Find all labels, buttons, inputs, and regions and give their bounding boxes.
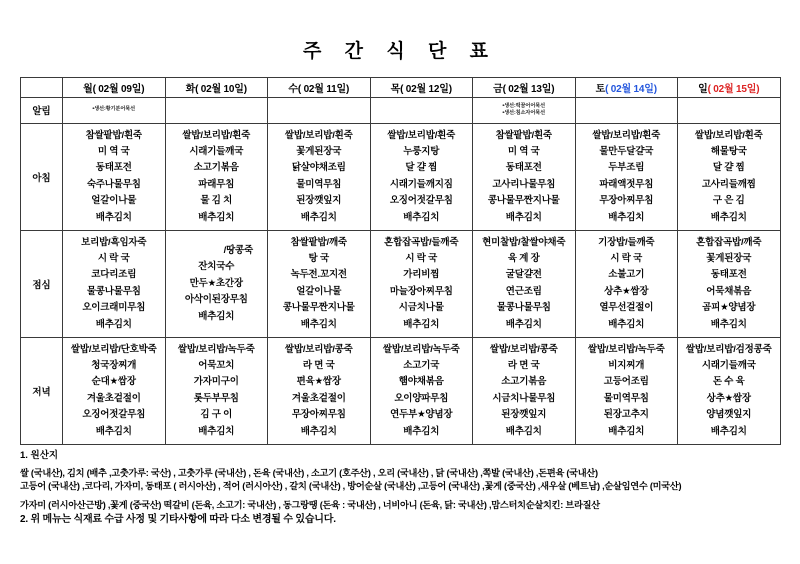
notice-text-group bbox=[473, 103, 575, 119]
meal-item: 연두부★양념장 bbox=[390, 409, 453, 421]
meal-item: 배추김치 bbox=[300, 211, 337, 223]
notice-cell bbox=[575, 97, 678, 123]
meal-cell bbox=[575, 230, 678, 337]
meal-item: 육 계 장 bbox=[507, 253, 540, 265]
meal-item: 배추김치 bbox=[710, 318, 747, 330]
notice-line: •생선:떡꿈어어묵선 bbox=[502, 102, 546, 109]
meal-cell bbox=[575, 337, 678, 444]
meal-item: 배추김치 bbox=[198, 211, 235, 223]
meal-item: 구 은 김 bbox=[712, 195, 745, 207]
notice-cell bbox=[473, 97, 576, 123]
day-name: 목 bbox=[390, 83, 401, 95]
meal-item-list bbox=[473, 235, 575, 333]
meal-item: 탕 국 bbox=[308, 253, 329, 265]
notice-cell bbox=[268, 97, 371, 123]
page-title: 주 간 식 단 표 bbox=[303, 41, 497, 62]
day-date: ( 02월 12일) bbox=[400, 83, 452, 95]
meal-cell bbox=[678, 123, 781, 230]
meal-item: 배추김치 bbox=[505, 425, 542, 437]
weekly-menu-table bbox=[20, 77, 781, 445]
meal-item: 만두★초간장 bbox=[189, 277, 243, 289]
meal-item: 배추김치 bbox=[403, 318, 440, 330]
day-name: 화 bbox=[185, 83, 196, 95]
meal-item-list bbox=[371, 235, 473, 333]
meal-item: 혼합잡곡밥/깨죽 bbox=[696, 236, 762, 248]
footer-note: 2. 위 메뉴는 식재료 수급 사정 및 기타사항에 따라 다소 변경될 수 있습니다. bbox=[20, 513, 336, 525]
meal-item: 시래기들깨지짐 bbox=[389, 178, 453, 190]
meal-item: 배추김치 bbox=[710, 211, 747, 223]
table-body bbox=[21, 97, 781, 444]
meal-item: 물만두달걀국 bbox=[599, 146, 654, 158]
meal-item: 시 락 국 bbox=[97, 253, 130, 265]
column-header-sun bbox=[678, 77, 781, 97]
footer-heading: 1. 원산지 bbox=[20, 449, 59, 461]
meal-item: 고사리들깨찜 bbox=[701, 178, 756, 190]
meal-item: 배추김치 bbox=[300, 318, 337, 330]
notice-cell bbox=[678, 97, 781, 123]
meal-item: 쌀밥/보리밥/녹두죽 bbox=[587, 343, 665, 355]
meal-cell bbox=[473, 337, 576, 444]
meal-item: 쌀밥/보리밥/흰죽 bbox=[284, 129, 353, 141]
meal-item: 배추김치 bbox=[710, 425, 747, 437]
meal-item: 시금치나물 bbox=[398, 302, 444, 314]
meal-cell bbox=[165, 123, 268, 230]
meal-item: 김 구 이 bbox=[200, 409, 233, 421]
meal-item: 꽃게된장국 bbox=[706, 253, 752, 265]
meal-item: 배추김치 bbox=[505, 211, 542, 223]
meal-item: 참쌀팥밥/흰죽 bbox=[85, 129, 142, 141]
meal-item: 현미찰밥/찰쌀야채죽 bbox=[482, 236, 566, 248]
day-date: ( 02월 14일) bbox=[605, 83, 657, 95]
table-corner-cell bbox=[21, 77, 63, 97]
meal-item-list bbox=[473, 128, 575, 226]
meal-item: 동태포전 bbox=[710, 269, 747, 281]
meal-item-list bbox=[576, 342, 678, 440]
meal-item: 얼갈이나물 bbox=[91, 195, 137, 207]
meal-item: 얼갈이나물 bbox=[296, 285, 342, 297]
meal-item: 배추김치 bbox=[198, 425, 235, 437]
day-name: 토 bbox=[595, 83, 606, 95]
meal-cell bbox=[268, 230, 371, 337]
meal-item: 쌀밥/보리밥/흰죽 bbox=[387, 129, 456, 141]
meal-item: 가자미구이 bbox=[193, 376, 239, 388]
meal-item: 열무선걸절이 bbox=[599, 302, 654, 314]
meal-item: 배추김치 bbox=[95, 425, 132, 437]
meal-item: 파래무침 bbox=[198, 178, 235, 190]
meal-cell bbox=[473, 230, 576, 337]
meal-item-list bbox=[268, 128, 370, 226]
meal-item: 꽃게된장국 bbox=[296, 146, 342, 158]
meal-cell bbox=[63, 337, 166, 444]
meal-item: 쌀밥/보리밥/흰죽 bbox=[694, 129, 763, 141]
meal-item-list bbox=[576, 235, 678, 333]
meal-item: 겨울초겉절이 bbox=[291, 392, 346, 404]
meal-cell bbox=[268, 123, 371, 230]
meal-item: 시래기들깨국 bbox=[701, 360, 756, 372]
meal-item: 굴달걀전 bbox=[505, 269, 542, 281]
meal-item-list bbox=[371, 342, 473, 440]
table-row bbox=[21, 97, 781, 123]
meal-item-list bbox=[268, 235, 370, 333]
meal-item: 쌀밥/보리밥/흰죽 bbox=[182, 129, 251, 141]
meal-item: 배추김치 bbox=[403, 211, 440, 223]
day-date: ( 02월 11일) bbox=[297, 83, 350, 95]
meal-item: 물 김 치 bbox=[200, 195, 233, 207]
meal-item: 두부조림 bbox=[608, 162, 645, 174]
table-header-row bbox=[21, 77, 781, 97]
footer-origin-line-2: 고등어 (국내산) ,코다리, 가자미, 동태포 ( 러시아산) , 적어 (러시아산) , 갈치 (국내산) , 방어순살 (국내산) ,고등어 (국내산) ,꽃게 (중국산) ,새우살 (베트남) ,순살임연수 (미국산) bbox=[20, 481, 682, 492]
day-date: ( 02월 10일) bbox=[195, 83, 247, 95]
meal-item: 물콩나물무침 bbox=[86, 285, 141, 297]
meal-item: 누룽지탕 bbox=[403, 146, 440, 158]
meal-cell bbox=[575, 123, 678, 230]
meal-item: 쌀밥/보리밥/단호박죽 bbox=[70, 343, 157, 355]
meal-item: 된장깻잎지 bbox=[296, 195, 342, 207]
meal-item-list bbox=[678, 235, 780, 333]
meal-item: 물미역무침 bbox=[296, 178, 342, 190]
day-name: 금 bbox=[493, 83, 503, 95]
meal-item: 시 락 국 bbox=[405, 253, 438, 265]
meal-item: 잔치국수 bbox=[198, 261, 235, 273]
row-label-2: 점심 bbox=[21, 230, 63, 337]
meal-item: 달 걀 찜 bbox=[405, 162, 438, 174]
meal-item-list bbox=[63, 128, 165, 226]
meal-item: 겨울초겉절이 bbox=[86, 392, 141, 404]
meal-item-list bbox=[678, 128, 780, 226]
meal-item: 미 역 국 bbox=[97, 146, 130, 158]
meal-cell bbox=[63, 123, 166, 230]
meal-item: 배추김치 bbox=[505, 318, 542, 330]
meal-item: 쌀밥/보리밥/검정콩죽 bbox=[685, 343, 772, 355]
meal-item: 코다리조림 bbox=[91, 269, 137, 281]
meal-cell bbox=[370, 230, 473, 337]
meal-item: 시 락 국 bbox=[610, 253, 643, 265]
meal-cell bbox=[370, 337, 473, 444]
row-label-0: 알림 bbox=[21, 97, 63, 123]
row-label-3: 저녁 bbox=[21, 337, 63, 444]
meal-item-list bbox=[268, 342, 370, 440]
meal-item: 비지찌개 bbox=[608, 360, 645, 372]
meal-item: 어묵채볶음 bbox=[706, 285, 752, 297]
meal-item: 햄야채볶음 bbox=[398, 376, 444, 388]
notice-line: •생선:침소자어묵선 bbox=[502, 110, 546, 117]
meal-item: 배추김치 bbox=[300, 425, 337, 437]
notice-cell bbox=[370, 97, 473, 123]
meal-item: 기장밥/들깨죽 bbox=[598, 236, 655, 248]
meal-item: 오징어젓갈무침 bbox=[389, 195, 453, 207]
footer-origin-info bbox=[20, 451, 780, 525]
meal-item: 보리밥/흑임자죽 bbox=[81, 236, 147, 248]
meal-item: 혼합잡곡밥/들깨죽 bbox=[384, 236, 459, 248]
meal-item: 달 걀 찜 bbox=[712, 162, 745, 174]
meal-item: 쌀밥/보리밥/흰죽 bbox=[592, 129, 661, 141]
meal-item-list bbox=[63, 342, 165, 440]
meal-item-list bbox=[166, 243, 268, 325]
meal-item: 상추★쌈장 bbox=[604, 285, 649, 297]
meal-item: 배추김치 bbox=[95, 211, 132, 223]
day-name: 수 bbox=[288, 83, 298, 95]
meal-cell bbox=[268, 337, 371, 444]
meal-item: 고사리나물무침 bbox=[492, 178, 556, 190]
meal-item: 닭살야채조림 bbox=[291, 162, 346, 174]
day-date: ( 02월 15일) bbox=[707, 83, 760, 95]
meal-item: 무장아찌무침 bbox=[291, 409, 346, 421]
meal-cell bbox=[473, 123, 576, 230]
meal-cell bbox=[165, 337, 268, 444]
meal-item: 배추김치 bbox=[95, 318, 132, 330]
meal-item: 물미역무침 bbox=[603, 392, 649, 404]
meal-item: 가리비찜 bbox=[403, 269, 440, 281]
meal-item-list bbox=[678, 342, 780, 440]
meal-item: 시금치나물무침 bbox=[492, 392, 556, 404]
footer-origin-line-1: 쌀 (국내산), 김치 (배추 ,고춧가루: 국산) , 고춧가루 (국내산) , 돈육 (국내산) , 소고기 (호주산) , 오리 (국내산) , 닭 (국내산) ,쪽발 (국내산) ,돈편육 (국내산) bbox=[20, 467, 598, 478]
meal-item: 해물탕국 bbox=[710, 146, 747, 158]
meal-item: 소고기국 bbox=[403, 360, 440, 372]
meal-item: 편육★쌈장 bbox=[296, 376, 341, 388]
meal-item-list bbox=[166, 342, 268, 440]
day-date: ( 02월 13일) bbox=[502, 83, 555, 95]
meal-item: 쌀밥/보리밥/녹두죽 bbox=[382, 343, 460, 355]
meal-item: 녹두전.꼬지전 bbox=[290, 269, 347, 281]
meal-item: 고등어조림 bbox=[603, 376, 649, 388]
meal-item: 배추김치 bbox=[608, 318, 645, 330]
meal-item: 롯두부무침 bbox=[193, 392, 239, 404]
footer-origin-line-3: 가자미 (러시아산근방) ,꽃게 (중국산) 떡갈비 (돈육, 소고기: 국내산) , 동그랑땡 (돈육 : 국내산) , 너비아니 (돈육, 닭: 국내산) ,맘스터치순살치킨: 브라질산 bbox=[20, 499, 600, 510]
table-row bbox=[21, 230, 781, 337]
meal-item: 배추김치 bbox=[608, 425, 645, 437]
meal-item: 물콩나물무침 bbox=[496, 302, 551, 314]
meal-item-list bbox=[576, 128, 678, 226]
column-header-mon bbox=[63, 77, 166, 97]
meal-item-list bbox=[371, 128, 473, 226]
meal-item: 연근조림 bbox=[505, 285, 542, 297]
meal-item: 오징어젓갈무침 bbox=[82, 409, 146, 421]
meal-item: 마늘장아찌무침 bbox=[389, 285, 453, 297]
meal-item: 돈 수 육 bbox=[712, 376, 745, 388]
meal-item: 쌀밥/보리밥/콩죽 bbox=[489, 343, 558, 355]
meal-item: 라 면 국 bbox=[507, 360, 540, 372]
notice-cell bbox=[63, 97, 166, 123]
meal-item: 콩나물무짠지나물 bbox=[282, 302, 355, 314]
meal-item: 된장고추지 bbox=[603, 409, 649, 421]
day-name: 일 bbox=[698, 83, 708, 95]
meal-item: 배추김치 bbox=[403, 425, 440, 437]
meal-item: 무장아찌무침 bbox=[599, 195, 654, 207]
meal-cell bbox=[370, 123, 473, 230]
meal-item: 된장깻잎지 bbox=[501, 409, 547, 421]
column-header-wed bbox=[268, 77, 371, 97]
meal-item: 참쌀팥밥/흰죽 bbox=[495, 129, 552, 141]
meal-item-list bbox=[166, 128, 268, 226]
meal-item-list bbox=[473, 342, 575, 440]
meal-item: 오이양파무침 bbox=[394, 392, 449, 404]
row-label-1: 아침 bbox=[21, 123, 63, 230]
meal-item: 동태포전 bbox=[95, 162, 132, 174]
meal-item: 곰피★양념장 bbox=[702, 302, 756, 314]
meal-cell bbox=[678, 337, 781, 444]
meal-item: 소고기볶음 bbox=[501, 376, 547, 388]
meal-item: 양념깻잎지 bbox=[706, 409, 752, 421]
meal-cell bbox=[165, 230, 268, 337]
meal-item: 동태포전 bbox=[505, 162, 542, 174]
meal-item: 아삭이된장무침 bbox=[184, 294, 248, 306]
meal-item: 상추★쌈장 bbox=[706, 392, 751, 404]
meal-item: 소불고기 bbox=[608, 269, 645, 281]
meal-cell bbox=[678, 230, 781, 337]
table-row bbox=[21, 123, 781, 230]
meal-cell bbox=[63, 230, 166, 337]
meal-item: 청국장찌개 bbox=[91, 360, 137, 372]
meal-item-list bbox=[63, 235, 165, 333]
meal-item: 순대★쌈장 bbox=[91, 376, 136, 388]
meal-item: 시래기들깨국 bbox=[189, 146, 244, 158]
meal-item: /땅콩죽 bbox=[223, 244, 253, 256]
column-header-fri bbox=[473, 77, 576, 97]
meal-item: 라 면 국 bbox=[302, 360, 335, 372]
meal-item: 오이크래미무침 bbox=[82, 302, 146, 314]
notice-line: •생선:황기분어묵선 bbox=[92, 106, 136, 113]
notice-text-group bbox=[63, 106, 165, 114]
table-header bbox=[21, 77, 781, 97]
meal-item: 쌀밥/보리밥/콩죽 bbox=[284, 343, 353, 355]
meal-item: 어묵꼬치 bbox=[198, 360, 235, 372]
meal-item: 콩나물무짠지나물 bbox=[487, 195, 560, 207]
notice-cell bbox=[165, 97, 268, 123]
meal-item: 쌀밥/보리밥/녹두죽 bbox=[177, 343, 255, 355]
column-header-sat bbox=[575, 77, 678, 97]
column-header-thu bbox=[370, 77, 473, 97]
meal-item: 숙주나물무침 bbox=[86, 178, 141, 190]
meal-item: 배추김치 bbox=[198, 310, 235, 322]
column-header-tue bbox=[165, 77, 268, 97]
meal-item: 참쌀팥밥/깨죽 bbox=[290, 236, 347, 248]
meal-item: 미 역 국 bbox=[507, 146, 540, 158]
day-name: 월 bbox=[83, 83, 93, 95]
meal-item: 소고기볶음 bbox=[193, 162, 239, 174]
day-date: ( 02월 09일) bbox=[92, 83, 145, 95]
meal-item: 파래액젓무침 bbox=[599, 178, 654, 190]
table-row bbox=[21, 337, 781, 444]
meal-item: 배추김치 bbox=[608, 211, 645, 223]
